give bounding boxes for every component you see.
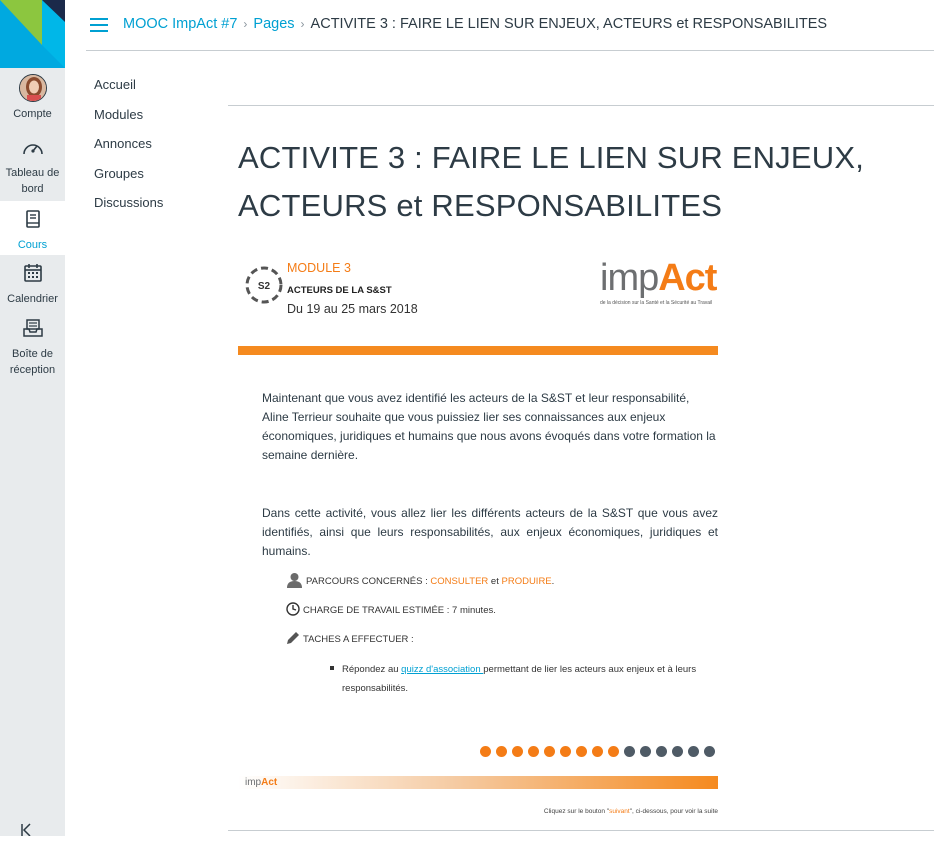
nav-dashboard[interactable] xyxy=(0,140,65,197)
nav-courses[interactable] xyxy=(0,201,65,255)
progress-dot xyxy=(512,746,523,757)
progress-dot xyxy=(544,746,555,757)
next-before: Cliquez sur le bouton " xyxy=(543,808,610,815)
next-after: ", ci-dessous, pour voir la suite xyxy=(629,808,718,815)
impact-logo xyxy=(600,258,715,310)
course-nav-discussions[interactable]: Discussions xyxy=(94,195,164,210)
tasks-label: TACHES A EFFECTUER : xyxy=(303,634,414,646)
divider xyxy=(228,105,934,106)
module-dates: Du 19 au 25 mars 2018 xyxy=(287,302,418,316)
quizz-link[interactable]: quizz d'association xyxy=(401,664,484,675)
book-icon xyxy=(0,210,65,233)
clock-icon xyxy=(286,602,300,619)
nav-calendar[interactable] xyxy=(0,264,65,307)
progress-dot xyxy=(672,746,683,757)
pencil-icon xyxy=(286,631,300,648)
calendar-icon xyxy=(0,264,65,287)
progress-dot xyxy=(640,746,651,757)
chevron-right-icon: › xyxy=(243,17,248,31)
course-nav-groups[interactable]: Groupes xyxy=(94,165,144,181)
dashboard-icon xyxy=(0,140,65,161)
chevron-right-icon: › xyxy=(300,17,305,31)
nav-calendar-label: Calendrier xyxy=(7,293,58,305)
impact-logo-suffix: Act xyxy=(658,257,717,299)
parcours-produire: PRODUIRE xyxy=(501,576,552,588)
course-nav-announcements[interactable]: Annonces xyxy=(94,136,152,151)
nav-courses-label: Cours xyxy=(17,239,48,251)
breadcrumb-course[interactable]: MOOC ImpAct #7 xyxy=(123,16,238,32)
nav-inbox-label: Boîte de réception xyxy=(9,348,56,376)
session-badge xyxy=(244,265,284,305)
progress-dot xyxy=(608,746,619,757)
parcours-label: PARCOURS CONCERNÉS : xyxy=(306,576,431,588)
activity-paragraph: Dans cette activité, vous allez lier les différents acteurs de la S&ST que vous avez identifiés, ainsi que leurs responsabilités, aux enjeux économiques, juridiques et humains. xyxy=(262,506,718,558)
parcours-consulter: CONSULTER xyxy=(430,576,489,588)
course-nav xyxy=(94,76,163,224)
breadcrumb-pages[interactable]: Pages xyxy=(253,16,295,32)
progress-dot xyxy=(704,746,715,757)
impact-logo-tagline: de la décision sur la Santé et la Sécurité au Travail xyxy=(600,300,713,306)
collapse-nav-icon[interactable] xyxy=(20,822,34,841)
progress-dot xyxy=(576,746,587,757)
course-nav-home[interactable]: Accueil xyxy=(94,77,136,92)
avatar xyxy=(19,74,47,102)
workload-line xyxy=(286,602,496,619)
nav-account-label: Compte xyxy=(13,108,52,120)
next-instruction xyxy=(470,808,718,815)
progress-dots xyxy=(480,746,720,758)
session-badge-text: S2 xyxy=(257,281,271,292)
progress-dot xyxy=(560,746,571,757)
parcours-line xyxy=(286,572,554,591)
nav-account[interactable] xyxy=(0,74,65,122)
breadcrumb-current: ACTIVITE 3 : FAIRE LE LIEN SUR ENJEUX, ACTEURS et RESPONSABILITES xyxy=(310,16,828,32)
course-nav-modules[interactable]: Modules xyxy=(94,106,144,122)
user-icon xyxy=(286,572,303,591)
progress-dot xyxy=(496,746,507,757)
module-label: MODULE 3 xyxy=(287,261,351,275)
progress-dot xyxy=(528,746,539,757)
module-banner xyxy=(238,256,718,356)
hamburger-menu-icon[interactable] xyxy=(90,18,108,32)
impact-logo-prefix: imp xyxy=(600,257,659,299)
task-text-after: permettant de lier les acteurs aux enjeux et à leurs responsabilités. xyxy=(342,664,697,694)
institution-logo[interactable] xyxy=(0,0,65,68)
progress-dot xyxy=(480,746,491,757)
footer-logo-suffix: Act xyxy=(261,777,278,788)
nav-inbox[interactable] xyxy=(0,319,65,378)
page-header xyxy=(86,0,934,51)
module-subtitle: ACTEURS DE LA S&ST xyxy=(287,285,392,296)
task-text-before: Répondez au xyxy=(342,664,402,675)
breadcrumb xyxy=(123,16,827,32)
task-item xyxy=(330,660,710,698)
intro-paragraph: Maintenant que vous avez identifié les acteurs de la S&ST et leur responsabilité, Aline Terrieur souhaite que vous puissiez lier ses connaissances aux enjeux économiques, juridiques et humains que nous avons évoqués dans votre formation la semaine dernière. xyxy=(262,391,716,462)
progress-dot xyxy=(624,746,635,757)
bullet xyxy=(330,666,334,670)
progress-dot xyxy=(688,746,699,757)
progress-dot xyxy=(656,746,667,757)
orange-divider xyxy=(238,346,718,355)
footer-logo-prefix: imp xyxy=(245,777,262,788)
parcours-and: et xyxy=(488,576,502,588)
workload-text: CHARGE DE TRAVAIL ESTIMÉE : 7 minutes. xyxy=(303,605,496,617)
inbox-icon xyxy=(0,319,65,342)
nav-dashboard-label: Tableau de bord xyxy=(5,167,60,195)
page-title: ACTIVITE 3 : FAIRE LE LIEN SUR ENJEUX, ACTEURS et RESPONSABILITES xyxy=(238,140,865,223)
divider xyxy=(228,830,934,831)
footer-strip xyxy=(238,776,718,789)
footer-impact-logo xyxy=(245,777,277,788)
next-word: suivant xyxy=(609,808,630,815)
global-nav xyxy=(0,0,65,836)
parcours-end: . xyxy=(551,576,555,588)
tasks-line xyxy=(286,631,414,648)
progress-dot xyxy=(592,746,603,757)
